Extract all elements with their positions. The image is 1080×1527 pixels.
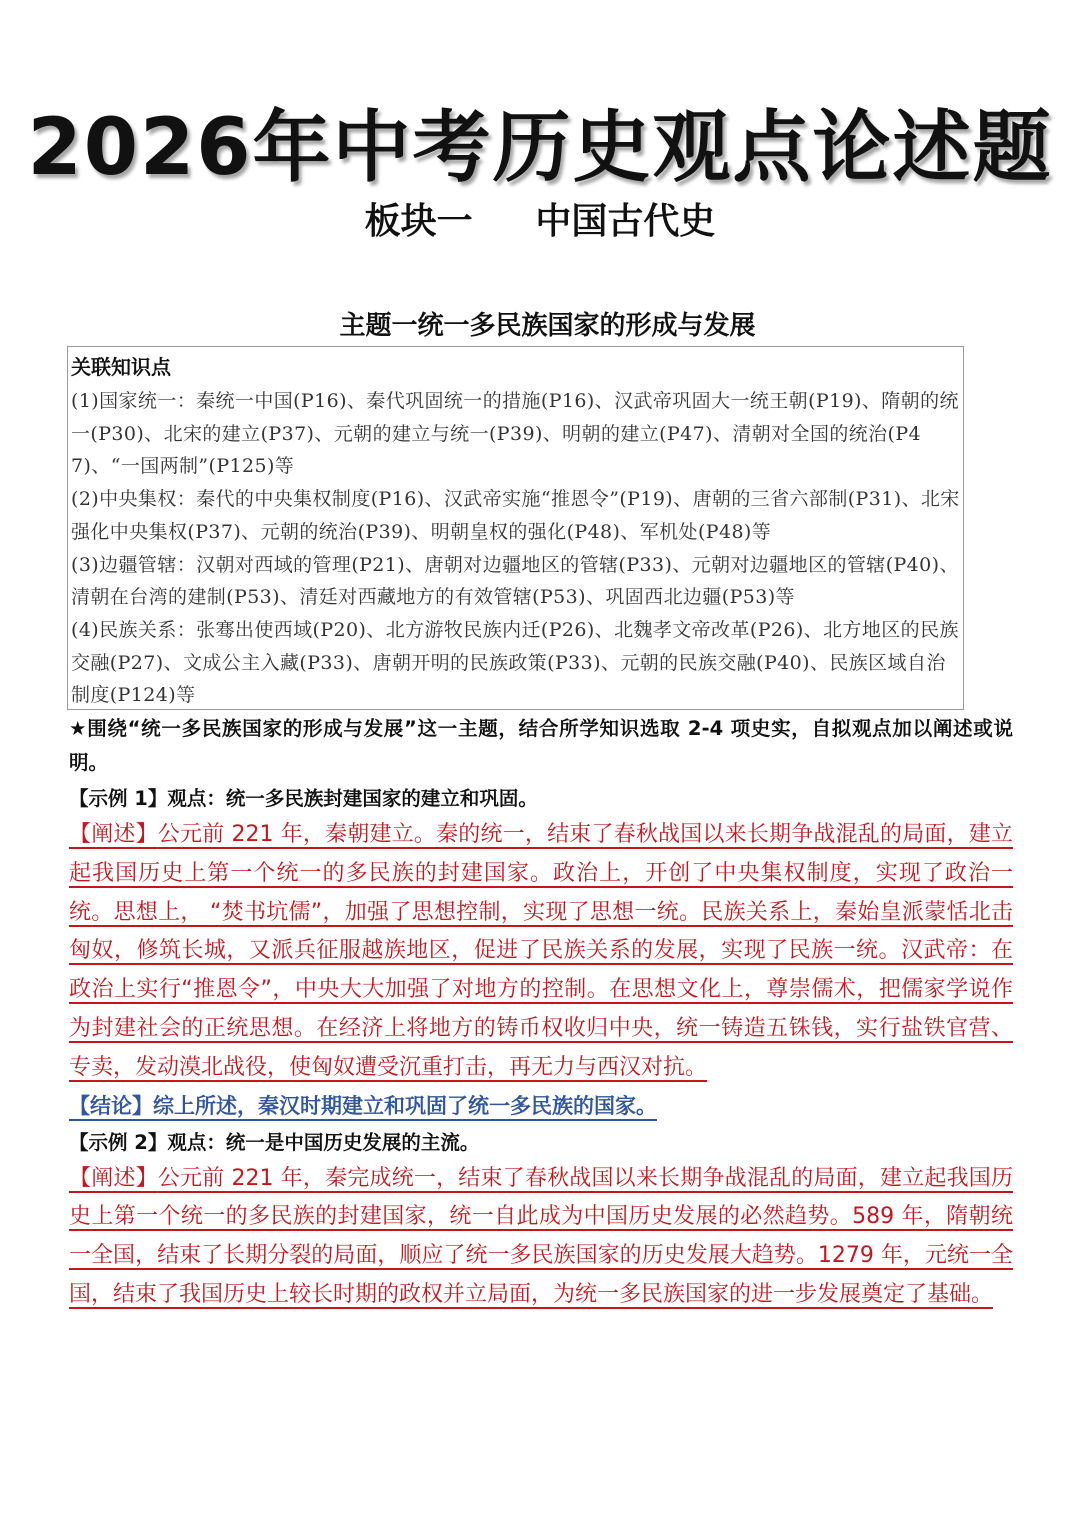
example-2-body: 公元前 221 年，秦完成统一，结束了春秋战国以来长期争战混乱的局面，建立起我国历史上第一个统一的多民族的封建国家，统一自此成为中国历史发展的必然趋势。589 年，隋朝统一全国，结束了长期分裂的局面，顺应了统一多民族国家的历史发展大趋势。1279 年，元统一全国，结束了我国历史上较长时期的政权并立局面，为统一多民族国家的进一步发展奠定了基础。 (69, 1165, 1013, 1307)
knowledge-point-frontier-governance: (3)边疆管辖：汉朝对西域的管理(P21)、唐朝对边疆地区的管辖(P33)、元朝对边疆地区的管辖(P40)、清朝在台湾的建制(P53)、清廷对西藏地方的有效管辖(P53)、巩固西北边疆(P53)等 (71, 553, 959, 609)
example-1-explanation (69, 816, 1013, 1088)
knowledge-points-list (71, 385, 961, 710)
knowledge-points-box (67, 346, 964, 710)
section-title: 板块一 中国古代史 (364, 201, 716, 242)
main-content (69, 712, 1013, 1315)
example-1-conclusion (69, 1088, 1013, 1124)
knowledge-point-centralization: (2)中央集权：秦代的中央集权制度(P16)、汉武帝实施“推恩令”(P19)、唐朝的三省六部制(P31)、北宋强化中央集权(P37)、元朝的统治(P39)、明朝皇权的强化(P48)、军机处(P48)等 (71, 488, 960, 543)
topic-title: 主题一统一多民族国家的形成与发展 (339, 311, 756, 341)
explanation-tag: 【阐述】 (69, 822, 158, 847)
example-2-title: 【示例 2】观点：统一是中国历史发展的主流。 (69, 1130, 480, 1154)
example-1-title: 【示例 1】观点：统一多民族封建国家的建立和巩固。 (69, 787, 538, 810)
document-title: 2026年中考历史观点论述题 (27, 103, 1053, 193)
question-prompt: ★围绕“统一多民族国家的形成与发展”这一主题，结合所学知识选取 2-4 项史实，自拟观点加以阐述或说明。 (69, 717, 1013, 774)
example-2-explanation (69, 1160, 1013, 1315)
example-1-body: 公元前 221 年，秦朝建立。秦的统一，结束了春秋战国以来长期争战混乱的局面，建立起我国历史上第一个统一的多民族的封建国家。政治上，开创了中央集权制度，实现了政治一统。思想上， “焚书坑儒”，加强了思想控制，实现了思想一统。民族关系上，秦始皇派蒙恬北击匈奴，修筑长城，又派兵征服越族地区，促进了民族关系的发展，实现了民族一统。汉武帝：在政治上实行“推恩令”，中央大大加强了对地方的控制。在思想文化上，尊崇儒术，把儒家学说作为封建社会的正统思想。在经济上将地方的铸币权收归中央，统一铸造五铢钱，实行盐铁官营、专卖，发动漠北战役，使匈奴遭受沉重打击，再无力与西汉对抗。 (69, 822, 1013, 1080)
knowledge-points-heading: 关联知识点 (71, 355, 171, 379)
knowledge-point-ethnic-relations: (4)民族关系：张骞出使西域(P20)、北方游牧民族内迁(P26)、北魏孝文帝改革(P26)、北方地区的民族交融(P27)、文成公主入藏(P33)、唐朝开明的民族政策(P33)、元朝的民族交融(P40)、民族区域自治制度(P124)等 (71, 618, 959, 707)
conclusion-text: 【结论】综上所述，秦汉时期建立和巩固了统一多民族的国家。 (69, 1093, 657, 1118)
knowledge-point-national-unity: (1)国家统一：秦统一中国(P16)、秦代巩固统一的措施(P16)、汉武帝巩固大一统王朝(P19)、隋朝的统一(P30)、北宋的建立(P37)、元朝的建立与统一(P39)、明朝的建立(P47)、清朝对全国的统治(P47)、“一国两制”(P125)等 (71, 390, 959, 478)
explanation-tag: 【阐述】 (69, 1165, 158, 1191)
